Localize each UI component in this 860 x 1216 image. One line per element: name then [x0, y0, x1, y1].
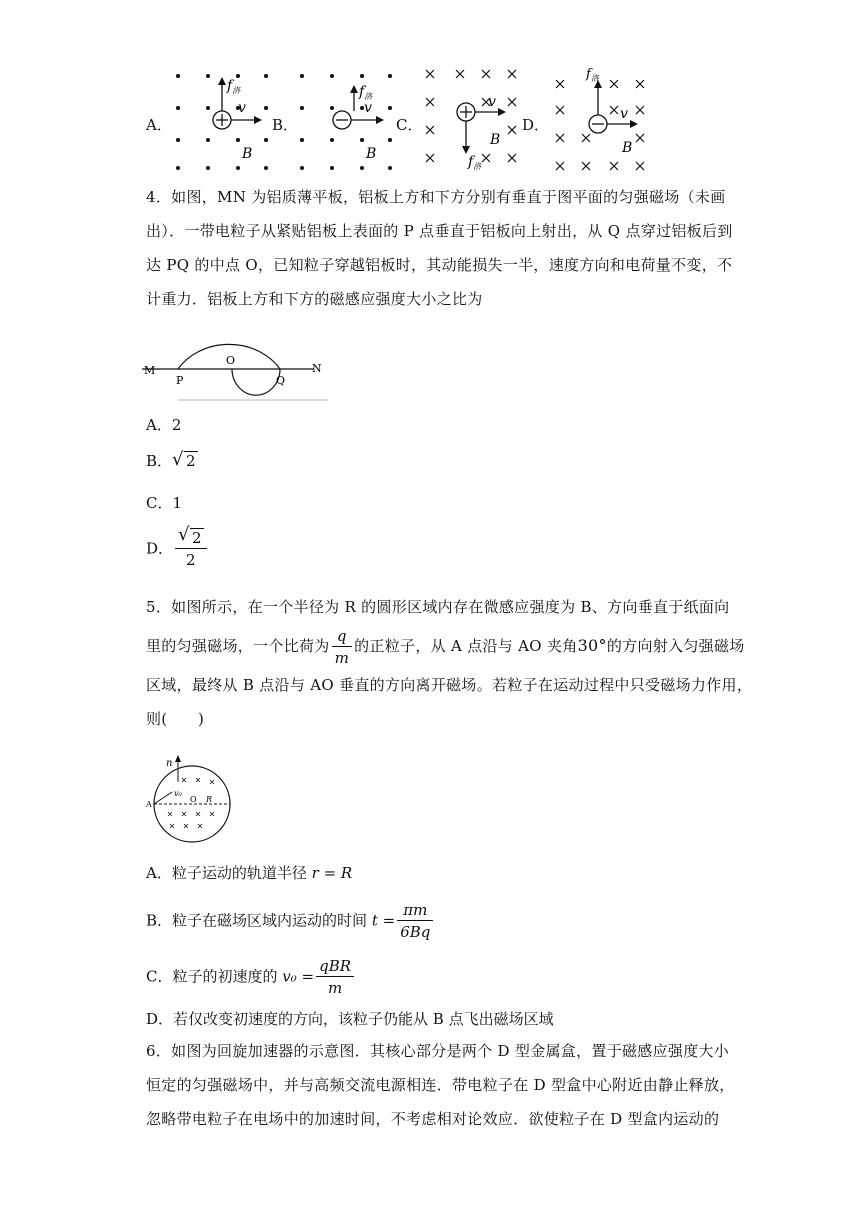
label-n: N [312, 362, 322, 375]
option-a-label: A． [146, 116, 172, 134]
lower-trajectory [232, 369, 280, 395]
label-m: M [144, 364, 156, 377]
fraction-expression: √ 2 2 [175, 528, 207, 571]
question-5-line: 里的匀强磁场，一个比荷为 $\frac{q}{m}$ 的正粒子，从 A 点沿与 AO 夹角30°的方向射入匀强磁场 [146, 626, 745, 667]
velocity-fraction: $\frac{\text{qBR}}{m}$ [316, 956, 354, 999]
question-4-figure [142, 312, 328, 404]
field-label: B [242, 146, 253, 162]
time-fraction: $\frac{\pi m}{6Bq}$ [397, 900, 433, 943]
velocity-label: v [238, 100, 246, 116]
field-label: B [366, 146, 377, 162]
question-5-figure [144, 752, 240, 844]
velocity-label: v [364, 100, 372, 116]
question-5-line: 区域，最终从 B 点沿与 AO 垂直的方向离开磁场。若粒子在运动过程中只受磁场力作用， [146, 676, 753, 694]
question-5-stem [146, 590, 753, 736]
force-label: $f_洛$ [468, 154, 482, 171]
label-q: Q [276, 374, 286, 387]
force-label: $f_洛$ [359, 84, 373, 101]
label-v0: v₀ [174, 789, 182, 798]
question-4-line: 出）．一带电粒子从紧贴铝板上表面的 P 点垂直于铝板向上射出，从 Q 点穿过铝板后到 [146, 222, 733, 240]
question-5-option-c: C．粒子的初速度的 v₀ = $\frac{\text{qBR}}{m}$ [146, 956, 356, 999]
force-label: $f_洛$ [227, 78, 241, 95]
label-o: O [190, 795, 197, 804]
option-c-label: C． [396, 116, 423, 134]
label-r: R [206, 795, 213, 804]
question-4-option-b: B． √ 2 [146, 449, 196, 470]
option-d-label: D． [522, 116, 550, 134]
question-4-option-c: C．1 [146, 494, 183, 512]
figure-option-c [422, 66, 522, 178]
field-label: B [622, 140, 633, 156]
force-label: $f_洛$ [586, 67, 599, 83]
question-4-line: 计重力．铝板上方和下方的磁感应强度大小之比为 [146, 290, 483, 308]
field-label: B [490, 132, 501, 148]
question-6-stem [146, 1034, 735, 1136]
question-4-option-a: A．2 [146, 416, 182, 434]
question-5-option-a: A．粒子运动的轨道半径 r = R [146, 864, 353, 882]
figure-option-d [550, 66, 654, 178]
label-p: P [176, 374, 184, 387]
velocity-label: v [488, 94, 496, 110]
question-5-option-b: B．粒子在磁场区域内运动的时间 t = $\frac{\pi m}{6Bq}$ [146, 900, 435, 943]
question-4-line: 4．如图，MN 为铝质薄平板，铝板上方和下方分别有垂直于图平面的匀强磁场（未画 [146, 188, 726, 206]
sqrt-expression: √ 2 [172, 449, 196, 470]
question-6-line: 恒定的匀强磁场中，并与高频交流电源相连．带电粒子在 D 型盒中心附近由静止释放， [146, 1076, 735, 1094]
figure-option-a [172, 66, 272, 178]
question-4-stem [146, 180, 733, 316]
question-5-option-d: D．若仅改变初速度的方向，该粒子仍能从 B 点飞出磁场区域 [146, 1010, 554, 1028]
figure-option-b [296, 66, 396, 178]
force-direction-figure-row [146, 66, 706, 178]
question-5-line: 5．如图所示，在一个半径为 R 的圆形区域内存在微感应强度为 B、方向垂直于纸面向 [146, 598, 730, 616]
label-a: A [146, 800, 152, 809]
charge-mass-ratio: $\frac{q}{m}$ [332, 626, 353, 669]
question-6-line: 6．如图为回旋加速器的示意图．其核心部分是两个 D 型金属盒，置于磁感应强度大小 [146, 1042, 730, 1060]
question-4-option-d: D． √ 2 2 [146, 528, 209, 571]
option-b-label: B． [272, 116, 299, 134]
question-4-line: 达 PQ 的中点 O，已知粒子穿越铝板时，其动能损失一半，速度方向和电荷量不变，不 [146, 256, 733, 274]
label-o: O [226, 354, 236, 367]
question-5-line: 则( ) [146, 710, 205, 728]
label-n: n [166, 758, 173, 769]
question-6-line: 忽略带电粒子在电场中的加速时间，不考虑相对论效应．欲使粒子在 D 型盒内运动的 [146, 1110, 720, 1128]
velocity-label: v [620, 106, 628, 122]
